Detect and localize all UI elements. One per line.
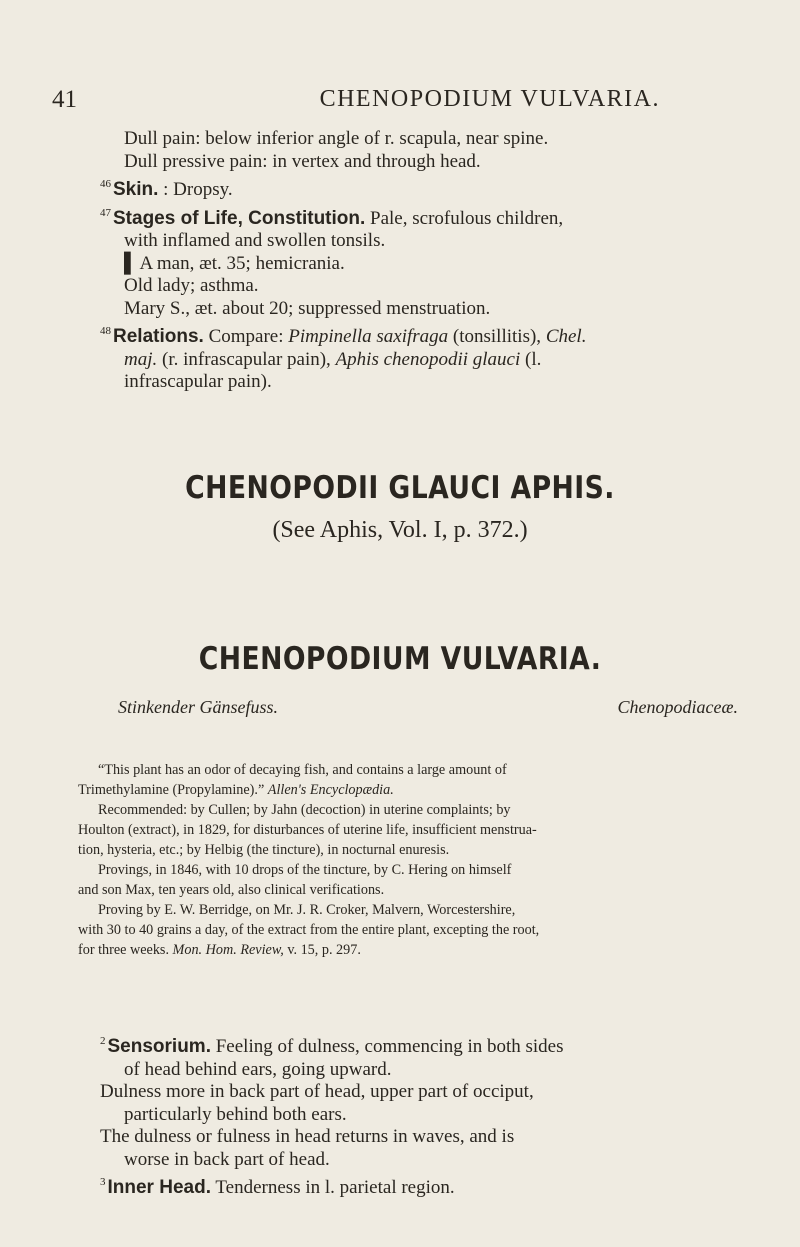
running-title: CHENOPODIUM VULVARIA. <box>319 86 660 112</box>
sensorium-heading-line: $^2$ Sensorium. Feeling of dulness, commencing in both sides <box>100 1035 564 1057</box>
note-line: Houlton (extract), in 1829, for disturbances of uterine life, insufficient menstrua- <box>78 822 537 838</box>
skin-heading-line: $^{46}$ Skin. : Dropsy. <box>100 178 233 200</box>
section-title: CHENOPODIUM VULVARIA. <box>198 641 602 677</box>
symptom-line: Dull pressive pain: in vertex and through head. <box>124 150 481 172</box>
symptom-line: particularly behind both ears. <box>124 1103 347 1125</box>
symptom-line: ▌ A man, æt. 35; hemicrania. <box>124 252 345 274</box>
intro-note <box>78 760 758 960</box>
section-title: CHENOPODII GLAUCI APHIS. <box>185 470 615 506</box>
note-line: Proving by E. W. Berridge, on Mr. J. R. Croker, Malvern, Worcestershire, <box>98 902 516 918</box>
names-row <box>118 697 738 723</box>
note-line: and son Max, ten years old, also clinical verifications. <box>78 882 385 898</box>
symptoms-section <box>100 1030 750 1200</box>
section-heading: Inner Head. <box>107 1177 211 1198</box>
section-heading: Sensorium. <box>107 1036 211 1057</box>
relations-line: maj. (r. infrascapular pain), Aphis chenopodii glauci (l. <box>124 348 542 370</box>
section-heading: Skin. <box>113 179 159 200</box>
symptom-line: Mary S., æt. about 20; suppressed menstruation. <box>124 297 491 319</box>
stages-heading-line: $^{47}$ Stages of Life, Constitution. Pale, scrofulous children, <box>100 206 564 229</box>
relations-line: $^{48}$ Relations. Compare: Pimpinella saxifraga (tonsillitis), Chel. <box>100 325 587 347</box>
page-header <box>52 86 660 116</box>
relations-line: infrascapular pain). <box>124 371 272 392</box>
paragraph-number: 3 <box>100 1176 106 1188</box>
note-line: Provings, in 1846, with 10 drops of the tincture, by C. Hering on himself <box>98 862 512 878</box>
paragraph-number: 48 <box>100 325 111 337</box>
citation: Allen's Encyclopædia. <box>267 782 394 798</box>
symptom-line: Old lady; asthma. <box>124 275 259 296</box>
note-line: “This plant has an odor of decaying fish, and contains a large amount of <box>98 762 507 778</box>
symptom-line: Dulness more in back part of head, upper part of occiput, <box>100 1081 534 1102</box>
symptom-line: The dulness or fulness in head returns in waves, and is <box>100 1126 515 1147</box>
paragraph-number: 2 <box>100 1035 106 1047</box>
section-heading: Stages of Life, Constitution. <box>113 207 366 229</box>
note-line: Recommended: by Cullen; by Jahn (decoction) in uterine complaints; by <box>98 802 511 818</box>
paragraph-number: 47 <box>100 206 111 219</box>
common-name: Stinkender Gänsefuss. <box>118 697 278 717</box>
page-number: 41 <box>52 86 77 113</box>
note-line: Trimethylamine (Propylamine).” Allen's Encyclopædia. <box>78 782 394 798</box>
symptom-line: Dull pain: below inferior angle of r. scapula, near spine. <box>124 128 549 149</box>
plant-family: Chenopodiaceæ. <box>617 697 738 717</box>
symptom-line: worse in back part of head. <box>124 1148 330 1170</box>
note-line: with 30 to 40 grains a day, of the extract from the entire plant, excepting the root, <box>78 922 540 938</box>
section-subtitle: (See Aphis, Vol. I, p. 372.) <box>272 517 528 543</box>
citation: Mon. Hom. Review, <box>172 942 284 958</box>
bullet-mark: ▌ <box>124 252 138 274</box>
section-heading: Relations. <box>113 326 204 347</box>
symptom-line: of head behind ears, going upward. <box>124 1058 392 1080</box>
top-section <box>100 128 750 394</box>
inner-head-heading-line: $^3$ Inner Head. Tenderness in l. parietal region. <box>100 1176 455 1198</box>
note-line: for three weeks. Mon. Hom. Review, v. 15, p. 297. <box>78 942 361 958</box>
paragraph-number: 46 <box>100 178 111 190</box>
note-line: tion, hysteria, etc.; by Helbig (the tincture), in nocturnal enuresis. <box>78 842 450 858</box>
symptom-line: with inflamed and swollen tonsils. <box>124 230 386 251</box>
